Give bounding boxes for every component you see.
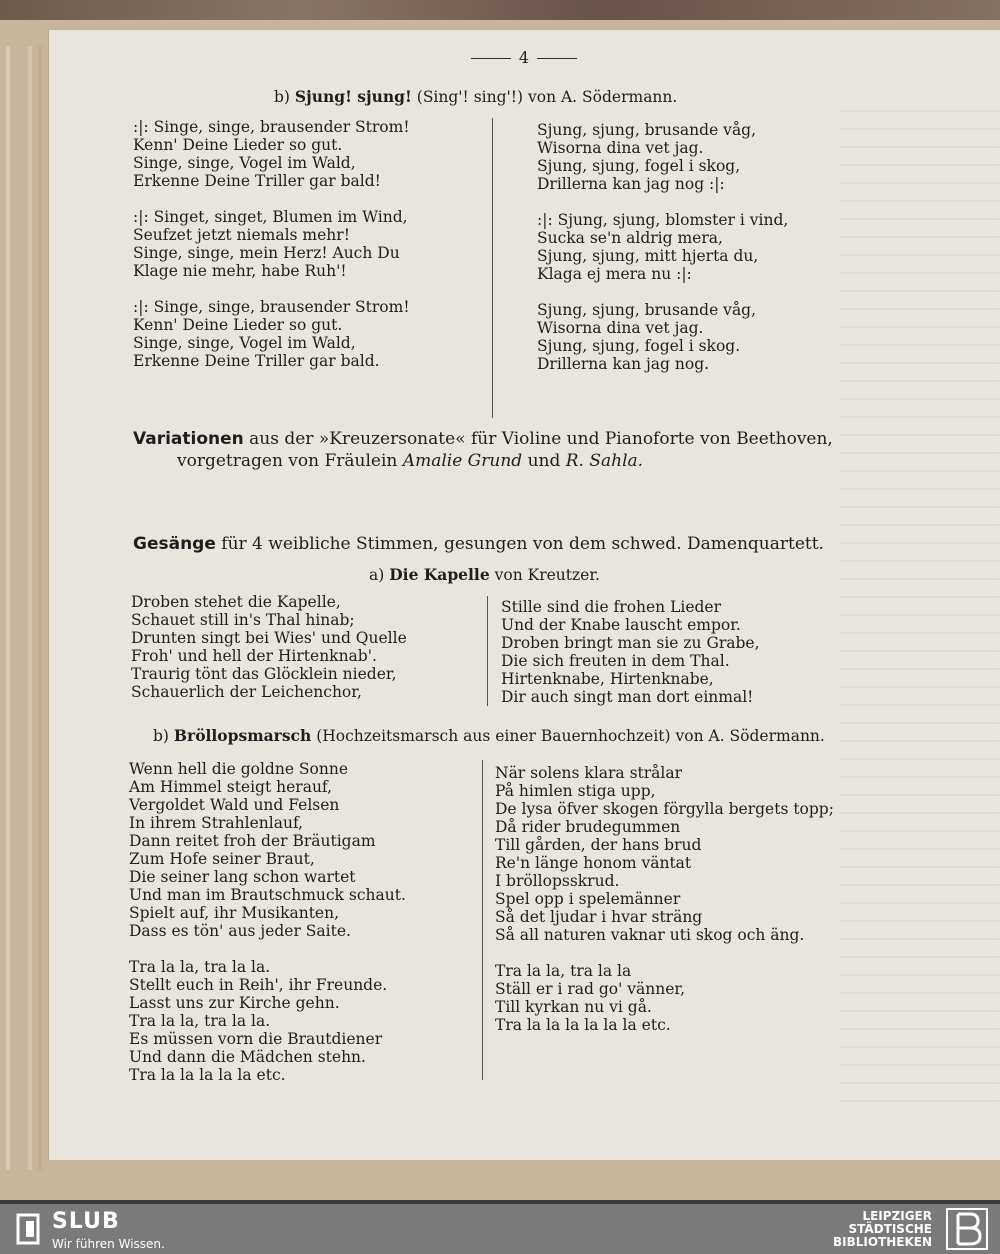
verse-line: Die sich freuten in dem Thal.	[501, 652, 730, 670]
verse-line: Tra la la, tra la la.	[129, 1012, 271, 1030]
verse-line: Die seiner lang schon wartet	[129, 868, 356, 886]
verse-line: Erkenne Deine Triller gar bald.	[133, 352, 380, 370]
verse-line: Tra la la, tra la la	[495, 962, 632, 980]
verse-line: Vergoldet Wald und Felsen	[129, 796, 340, 814]
column-divider	[482, 760, 483, 1080]
verse-line: Dann reitet froh der Bräutigam	[129, 832, 376, 850]
verse-line: Erkenne Deine Triller gar bald!	[133, 172, 381, 190]
gesaenge-heading: Gesänge für 4 weibliche Stimmen, gesungen von dem schwed. Damenquartett.	[133, 534, 824, 554]
verse-line: Sjung, sjung, fogel i skog.	[537, 337, 741, 355]
verse-line: Så det ljudar i hvar sträng	[495, 908, 703, 926]
verse-line: Stille sind die frohen Lieder	[501, 598, 722, 616]
column-divider	[492, 118, 493, 418]
verse-line: Und man im Brautschmuck schaut.	[129, 886, 406, 904]
verse-line: Drunten singt bei Wies' und Quelle	[131, 629, 407, 647]
verse-line: Kenn' Deine Lieder so gut.	[133, 136, 343, 154]
verse-line: Froh' und hell der Hirtenknab'.	[131, 647, 377, 665]
verse-line: Klaga ej mera nu :|:	[537, 265, 692, 283]
verse-line: Klage nie mehr, habe Ruh'!	[133, 262, 347, 280]
verse-line: :|: Singe, singe, brausender Strom!	[133, 118, 410, 136]
variationen-line2: vorgetragen von Fräulein Amalie Grund und R. Sahla.	[177, 451, 644, 471]
verse-line: Stellt euch in Reih', ihr Freunde.	[129, 976, 388, 994]
performer-name: R. Sahla.	[565, 451, 644, 471]
verse-line: I bröllopsskrud.	[495, 872, 620, 890]
verse-line: Traurig tönt das Glöcklein nieder,	[131, 665, 397, 683]
verse-line: Seufzet jetzt niemals mehr!	[133, 226, 350, 244]
slub-name: SLUB	[52, 1209, 120, 1234]
verse-line: Wenn hell die goldne Sonne	[129, 760, 349, 778]
verse-line: Sjung, sjung, mitt hjerta du,	[537, 247, 759, 265]
verse-line: :|: Sjung, sjung, blomster i vind,	[537, 211, 789, 229]
verse-line: Und der Knabe lauscht empor.	[501, 616, 741, 634]
verse-line: Zum Hofe seiner Braut,	[129, 850, 315, 868]
column-divider	[487, 596, 488, 706]
page-number: 4	[449, 48, 599, 67]
song-heading-brollop: b) Bröllopsmarsch (Hochzeitsmarsch aus einer Bauernhochzeit) von A. Södermann.	[153, 726, 825, 745]
verse-line: Tra la la la la la la etc.	[495, 1016, 671, 1034]
verse-line: Då rider brudegummen	[495, 818, 681, 836]
verse-line: Wisorna dina vet jag.	[537, 319, 704, 337]
verse-line: Und dann die Mädchen stehn.	[129, 1048, 366, 1066]
bleed-through-text	[839, 110, 999, 1110]
verse-line: Sjung, sjung, brusande våg,	[537, 121, 757, 139]
verse-line: Schauerlich der Leichenchor,	[131, 683, 362, 701]
verse-line: Singe, singe, Vogel im Wald,	[133, 154, 356, 172]
document-page	[48, 30, 1000, 1160]
page-edge	[38, 46, 42, 1170]
verse-line: :|: Singet, singet, Blumen im Wind,	[133, 208, 408, 226]
verse-line: Till gården, der hans brud	[495, 836, 702, 854]
library-name: LEIPZIGER STÄDTISCHE BIBLIOTHEKEN	[832, 1209, 932, 1249]
page-edge	[16, 46, 20, 1170]
slub-tagline: Wir führen Wissen.	[52, 1237, 165, 1251]
page-edge	[28, 46, 32, 1170]
verse-line: Schauet still in's Thal hinab;	[131, 611, 355, 629]
verse-line: Så all naturen vaknar uti skog och äng.	[495, 926, 805, 944]
verse-line: Singe, singe, Vogel im Wald,	[133, 334, 356, 352]
verse-line: Am Himmel steigt herauf,	[129, 778, 333, 796]
verse-line: Ställ er i rad go' vänner,	[495, 980, 686, 998]
verse-line: Kenn' Deine Lieder so gut.	[133, 316, 343, 334]
verse-line: Es müssen vorn die Brautdiener	[129, 1030, 383, 1048]
verse-line: Lasst uns zur Kirche gehn.	[129, 994, 340, 1012]
verse-line: Till kyrkan nu vi gå.	[495, 998, 652, 1016]
verse-line: Droben bringt man sie zu Grabe,	[501, 634, 760, 652]
verse-line: Spielt auf, ihr Musikanten,	[129, 904, 340, 922]
verse-line: De lysa öfver skogen förgylla bergets topp;	[495, 800, 834, 818]
verse-line: Sucka se'n aldrig mera,	[537, 229, 723, 247]
verse-line: Dass es tön' aus jeder Saite.	[129, 922, 351, 940]
verse-line: In ihrem Strahlenlauf,	[129, 814, 304, 832]
verse-line: Wisorna dina vet jag.	[537, 139, 704, 157]
verse-line: Hirtenknabe, Hirtenknabe,	[501, 670, 714, 688]
song-heading-sjung: b) Sjung! sjung! (Sing'! sing'!) von A. Södermann.	[274, 87, 678, 106]
verse-line: Dir auch singt man dort einmal!	[501, 688, 754, 706]
footer-bar	[0, 1204, 1000, 1254]
verse-line: Sjung, sjung, brusande våg,	[537, 301, 757, 319]
song-heading-kapelle: a) Die Kapelle von Kreutzer.	[369, 565, 600, 584]
verse-line: Singe, singe, mein Herz! Auch Du	[133, 244, 400, 262]
verse-line: Tra la la la la la etc.	[129, 1066, 286, 1084]
verse-line: Re'n länge honom väntat	[495, 854, 692, 872]
verse-line: Spel opp i spelemänner	[495, 890, 681, 908]
verse-line: När solens klara strålar	[495, 764, 683, 782]
slub-logo-icon	[16, 1213, 40, 1245]
verse-line: Tra la la, tra la la.	[129, 958, 271, 976]
verse-line: På himlen stiga upp,	[495, 782, 656, 800]
library-logo-icon	[946, 1208, 988, 1250]
verse-line: Drillerna kan jag nog.	[537, 355, 710, 373]
page-edge	[6, 46, 10, 1170]
verse-line: :|: Singe, singe, brausender Strom!	[133, 298, 410, 316]
verse-line: Drillerna kan jag nog :|:	[537, 175, 725, 193]
performer-name: Amalie Grund	[402, 451, 523, 471]
variationen-line1: Variationen aus der »Kreuzersonate« für Violine und Pianoforte von Beethoven,	[133, 429, 833, 449]
verse-line: Sjung, sjung, fogel i skog,	[537, 157, 741, 175]
verse-line: Droben stehet die Kapelle,	[131, 593, 341, 611]
